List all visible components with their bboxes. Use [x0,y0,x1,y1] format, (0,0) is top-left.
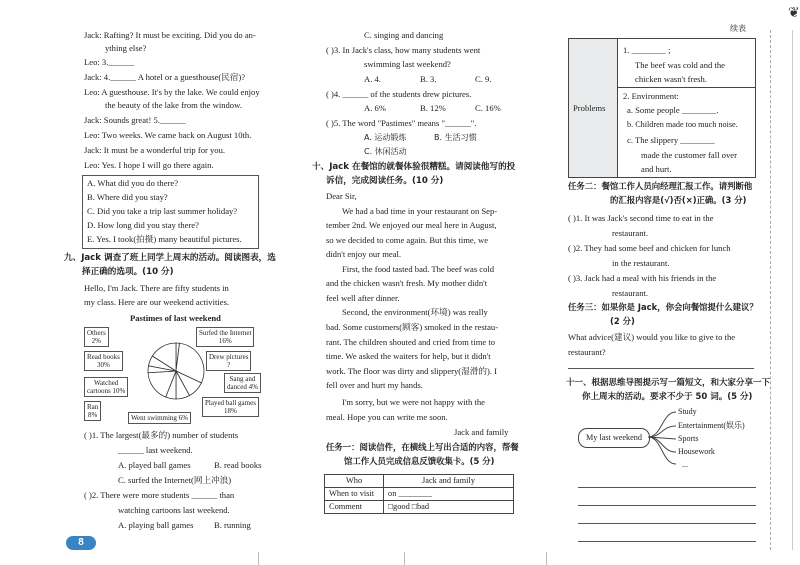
dialog-line: Leo: 3.______ [84,57,135,67]
middle-column [312,0,520,565]
task1-title: 馆工作人员完成信息反馈收集卡。(5 分) [344,456,495,466]
table-cell: Comment [325,500,384,513]
q4-option: B. 12% [420,103,446,113]
letter-line: so we decided to come again. But this time, we [326,235,489,245]
mindmap-item: Sports [678,434,699,443]
chart-title: Pastimes of last weekend [130,313,221,323]
pie-label-read-books: Read books 30% [84,351,123,371]
task2-question: restaurant. [612,228,649,238]
letter-line: tember 2nd. We enjoyed our meal here in August, [326,220,497,230]
option-item: B. Where did you stay? [87,192,168,202]
q3-line: ( )3. In Jack's class, how many students went [326,45,481,55]
left-column [0,0,276,565]
task3-title: (2 分) [610,316,635,326]
pie-label-watched-cartoons: Watched cartoons 10% [84,377,128,397]
letter-line: Second, the environment(环境) was really [342,307,488,317]
task3-title: 任务三：如果你是 Jack，你会向餐馆提什么建议？ [568,302,758,312]
q1-line: ______ last weekend. [118,445,193,455]
q3-option: B. 3. [420,74,437,84]
right-column [560,0,800,565]
intro-text: my class. Here are our weekend activities. [84,297,230,307]
task2-title: 任务二：餐馆工作人员向经理汇报工作。请判断他 [568,181,753,191]
pie-label-surfed: Surfed the Internet 16% [196,327,254,347]
letter-line: time. We asked the waiters for help, but it didn't [326,351,491,361]
problem-item: 1. ________ ; [623,45,671,55]
writing-line[interactable] [578,541,756,542]
letter-line: and the chicken wasn't fresh. My mother didn't [326,278,488,288]
letter-line: fell over and hurt my hands. [326,380,423,390]
table-header: Jack and family [384,475,514,488]
page-number-badge: 8 [66,536,96,550]
gutter-mark [404,552,405,565]
option-item: A. What did you do there? [87,178,179,188]
row-divider [617,87,755,88]
mindmap-item: ... [682,460,688,469]
options-box [82,175,259,249]
q2-option: C. singing and dancing [364,30,444,40]
task2-title: 的汇报内容是(√)否(×)正确。(3 分) [610,195,747,205]
intro-text: Hello, I'm Jack. There are fifty students in [84,283,229,293]
dialog-line: ything else? [105,43,147,53]
dialog-line: Leo: Two weeks. We came back on August 10th. [84,130,252,140]
mindmap-item: Study [678,407,697,416]
pie-label-sang: Sang and danced 4% [224,373,261,393]
writing-line[interactable] [578,487,756,488]
q1-option: A. played ball games [118,460,191,470]
table-cell: When to visit [325,487,384,500]
dialog-line: Leo: A guesthouse. It's by the lake. We could enjoy [84,87,260,97]
letter-line: We had a bad time in your restaurant on Sep- [342,206,498,216]
letter-line: feel well after dinner. [326,293,400,303]
task2-question: ( )2. They had some beef and chicken for lunch [568,243,731,253]
problem-item: and hurt. [641,164,672,174]
q3-option: A. 4. [364,74,381,84]
option-item: C. Did you take a trip last summer holiday? [87,206,238,216]
task2-question: restaurant. [612,288,649,298]
q4-option: A. 6% [364,103,386,113]
problems-table [568,38,756,178]
q5-option: A. 运动锻炼 [364,133,407,142]
letter-signature: Jack and family [454,427,509,437]
problem-item: c. The slippery ________ [627,135,715,145]
q4-option: C. 16% [475,103,501,113]
q1-option: B. read books [214,460,262,470]
q5-line: ( )5. The word "Pastimes" means "______". [326,118,477,128]
q3-line: swimming last weekend? [364,59,451,69]
section10-title: 诉信，完成阅读任务。(10 分) [326,176,444,186]
letter-line: rant. The children shouted and cried from time to [326,337,496,347]
binding-edge [792,30,794,550]
leaf-icon: ❦ [788,6,800,21]
mindmap-item: Housework [678,447,715,456]
option-item: E. Yes. I took(拍摄) many beautiful pictures. [87,234,242,244]
q2-option: A. playing ball games [118,520,194,530]
q1-option: C. surfed the Internet(网上冲浪) [118,475,232,485]
visit-date-field[interactable]: on ________ [384,487,514,500]
mindmap-center: My last weekend [578,428,650,448]
problem-item: The beef was cold and the [635,60,725,70]
problems-label: Problems [573,103,606,113]
writing-line[interactable] [578,505,756,506]
option-item: D. How long did you stay there? [87,220,199,230]
task2-question: ( )1. It was Jack's second time to eat in the [568,213,714,223]
letter-line: didn't enjoy our meal. [326,249,402,259]
pie-label-drew: Drew pictures ? [206,351,251,371]
task2-question: in the restaurant. [612,258,670,268]
letter-line: bad. Some customers(顾客) smoked in the restau- [326,322,499,332]
q5-option: B. 生活习惯 [434,133,477,142]
letter-line: Dear Sir, [326,191,357,201]
advice-answer-line[interactable] [568,368,754,369]
q2-line: watching cartoons last weekend. [118,505,230,515]
advice-question: What advice(建议) would you like to give to the [568,332,736,342]
letter-line: meal. Hope you can write me soon. [326,412,448,422]
pie-label-others: Others 2% [84,327,109,347]
pie-label-swimming: Went swimming 6% [128,412,191,424]
task1-title: 任务一：阅读信件，在横线上写出合适的内容，帮餐 [326,442,519,452]
dialog-line: the beauty of the lake from the window. [105,100,242,110]
comment-checkboxes[interactable]: □good □bad [384,500,514,513]
letter-line: First, the food tasted bad. The beef was cold [342,264,495,274]
section9-title: 九、Jack 调查了班上同学上周末的活动。阅读图表，选 [64,253,276,263]
gutter-mark [546,552,547,565]
feedback-table [324,474,514,514]
pie-label-played: Played ball games 18% [202,397,259,417]
problem-item: 2. Environment: [623,91,679,101]
problem-item: made the customer fall over [641,150,737,160]
task2-question: ( )3. Jack had a meal with his friends in the [568,273,717,283]
dialog-line: Jack: 4.______ A hotel or a guesthouse(民宿)? [84,72,246,82]
q2-option: B. running [214,520,251,530]
dialog-line: Jack: Rafting? It must be exciting. Did you do an- [84,30,256,40]
writing-line[interactable] [578,523,756,524]
q2-line: ( )2. There were more students ______ than [84,490,235,500]
gutter-mark [258,552,259,565]
pie-label-ran: Ran 8% [84,401,101,421]
problem-item: chicken wasn't fresh. [635,74,707,84]
section10-title: 十、Jack 在餐馆的就餐体验很糟糕。请阅读他写的投 [312,162,516,172]
section9-title: 择正确的选项。(10 分) [82,267,174,277]
continued-header: 续表 [730,24,746,33]
dialog-line: Leo: Yes. I hope I will go there again. [84,160,214,170]
advice-question: restaurant? [568,347,606,357]
table-header: Who [325,475,384,488]
letter-line: I'm sorry, but we were not happy with the [342,397,485,407]
section11-title: 十一、根据思维导图提示写一篇短文，和大家分享一下 [566,378,771,388]
q1-line: ( )1. The largest(最多的) number of students [84,430,239,440]
q5-option: C. 休闲活动 [364,147,407,156]
dialog-line: Jack: It must be a wonderful trip for you. [84,145,226,155]
mindmap-item: Entertainment(娱乐) [678,421,745,430]
problem-item: b. Children made too much noise. [627,120,738,129]
pie-chart [84,325,270,425]
q3-option: C. 9. [475,74,492,84]
section11-title: 你上周末的活动。要求不少于 50 词。(5 分) [582,392,753,402]
dialog-line: Jack: Sounds great! 5.______ [84,115,186,125]
q4-line: ( )4. ______ of the students drew pictures. [326,89,472,99]
problem-item: a. Some people ________. [627,105,719,115]
binding-edge [770,30,772,550]
letter-line: work. The floor was dirty and slippery(湿滑的). I [326,366,497,376]
